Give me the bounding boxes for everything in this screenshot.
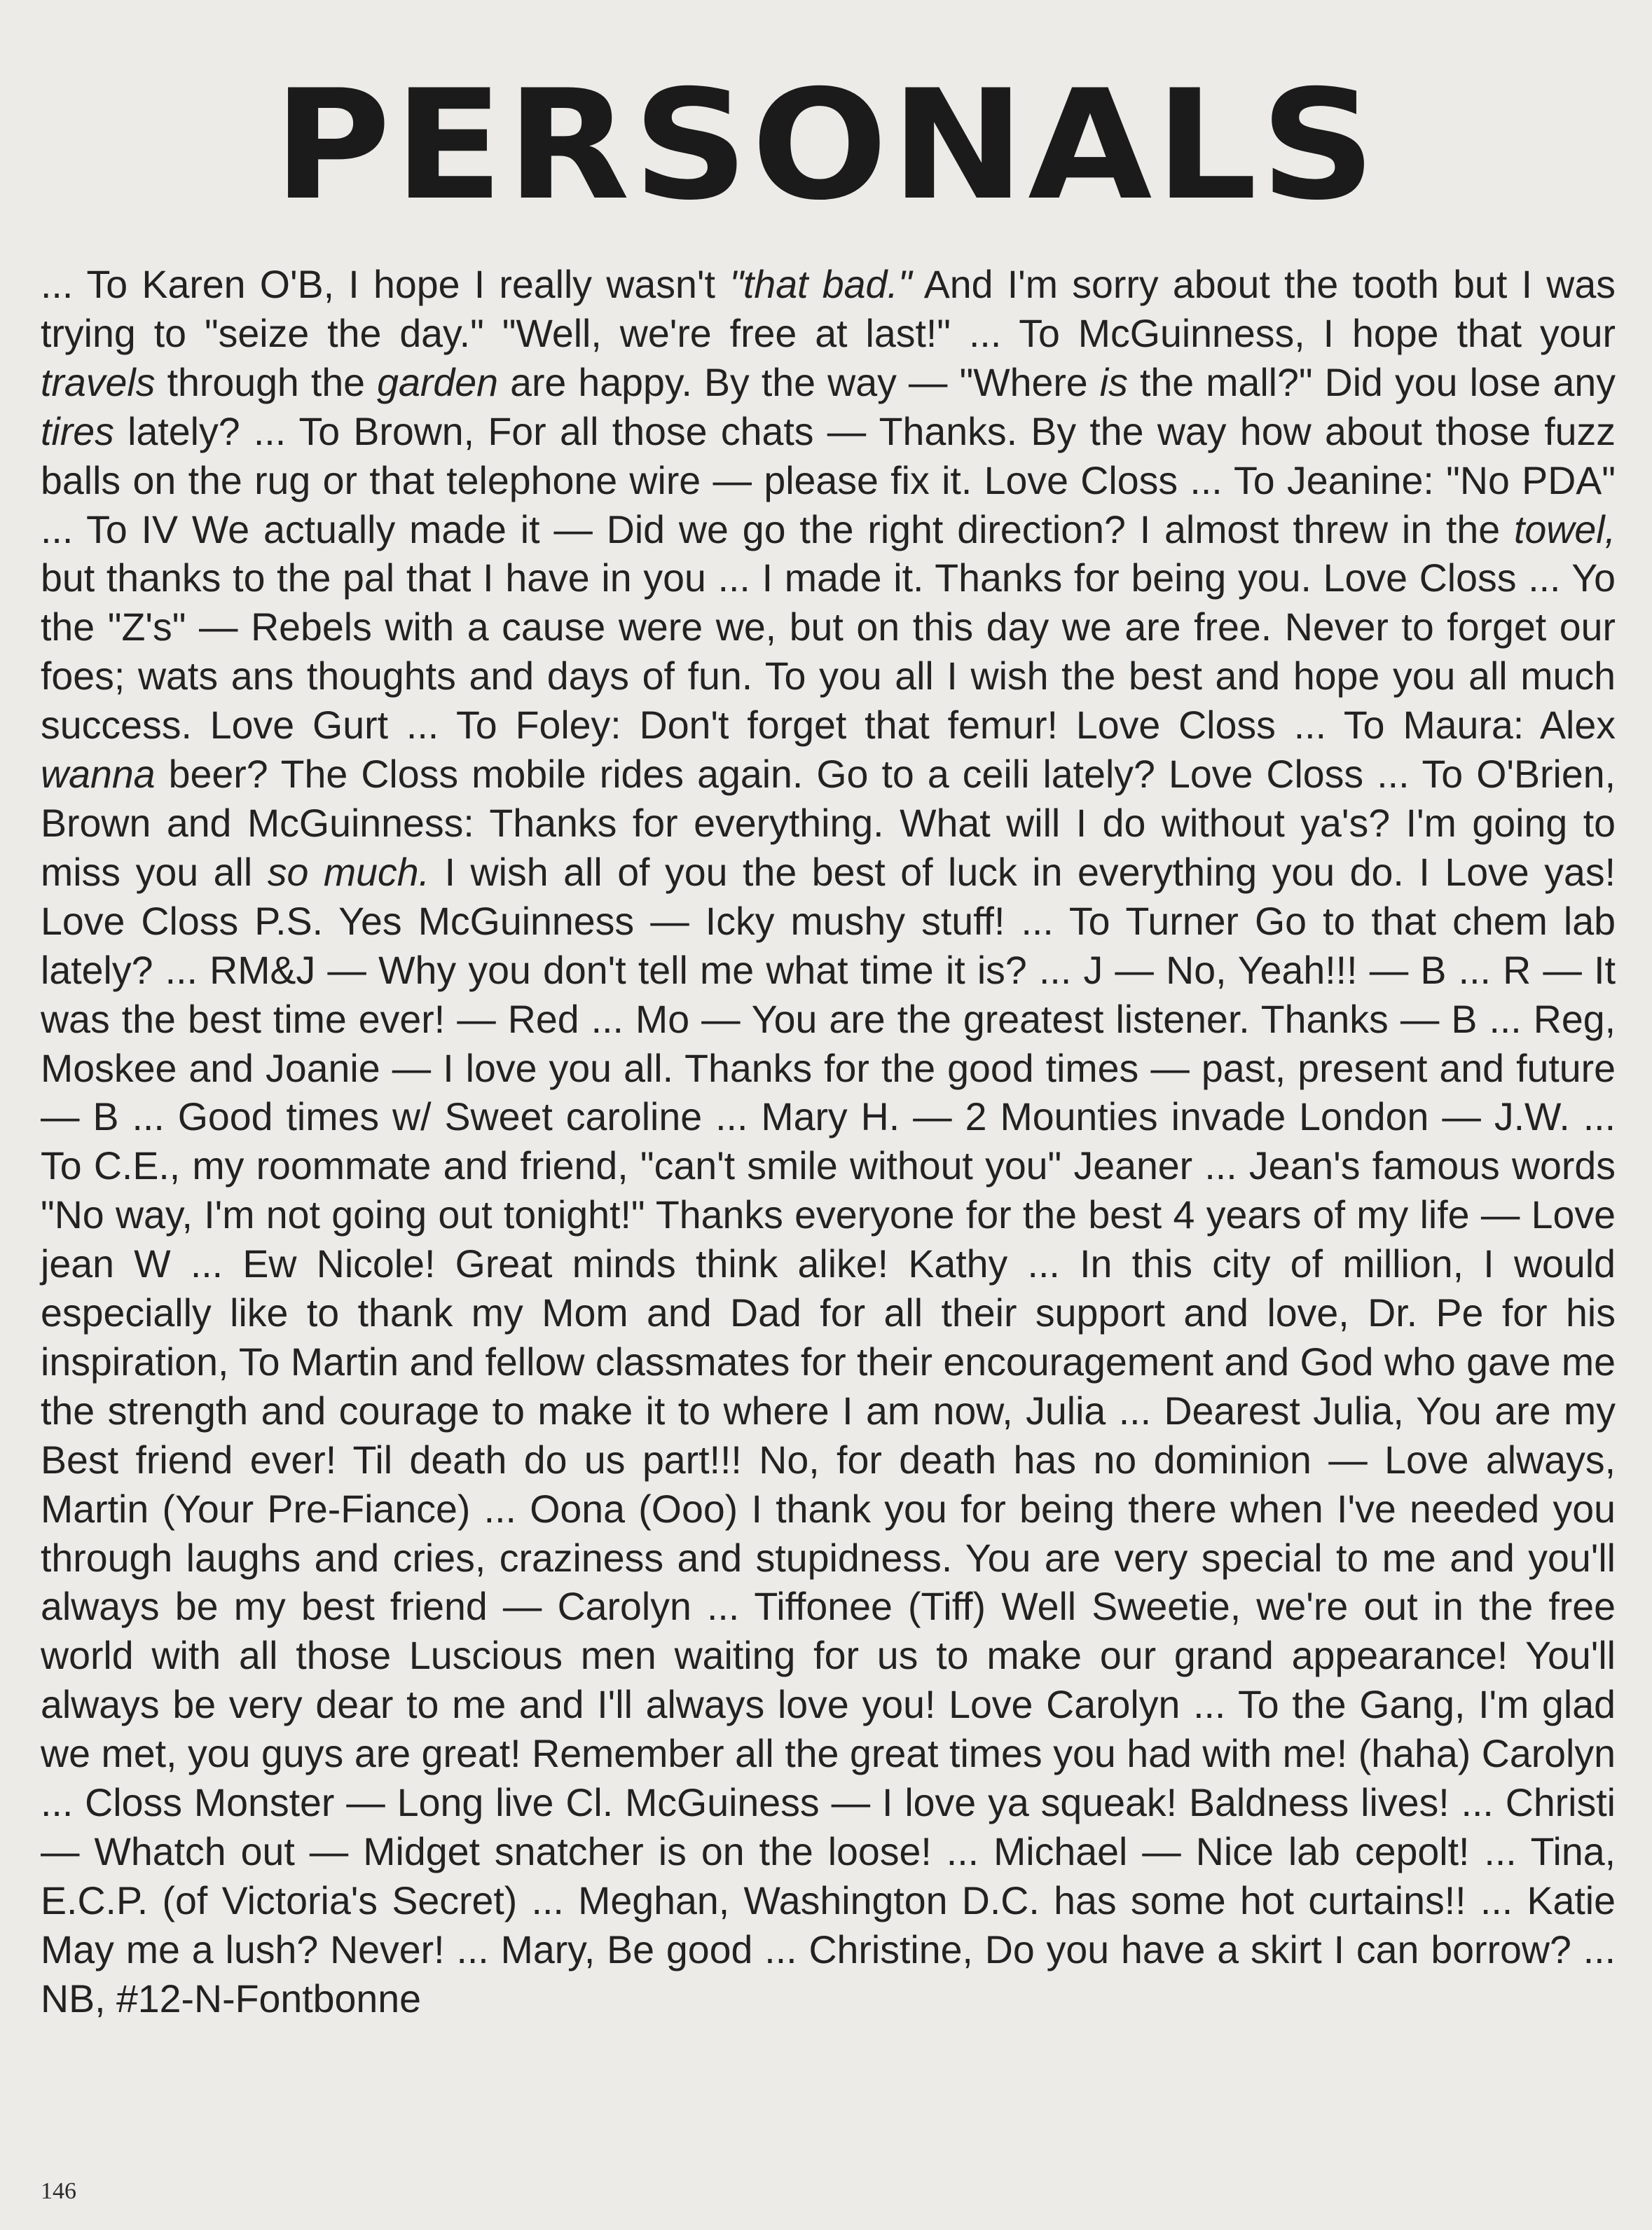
italic-text-run: travels xyxy=(41,360,156,404)
text-run: lately? ... To Brown, For all those chats — Thanks. By the way how about those fuzz balls on the rug or that telephone wire — please fix it. Love Closs ... To Jeanine: "No PDA" ... To IV We actually made it — Did we go the right direction? I almost threw in the xyxy=(41,409,1616,551)
text-run: the mall?" Did you lose any xyxy=(1127,360,1616,404)
italic-text-run: is xyxy=(1099,360,1128,404)
page-number: 146 xyxy=(41,2178,76,2204)
text-run: through the xyxy=(155,360,378,404)
italic-text-run: wanna xyxy=(41,752,156,797)
text-run: And I'm sorry about the tooth but I was trying to "seize the day." "Well, we're free at last!" ... To McGuinness, I hope that your xyxy=(41,263,1616,355)
italic-text-run: garden xyxy=(377,360,498,404)
text-run: ... To Karen O'B, I hope I really wasn't xyxy=(41,263,730,306)
italic-text-run: towel, xyxy=(1514,507,1616,551)
text-run: I wish all of you the best of luck in everything you do. I Love yas! Love Closs P.S. Yes McGuinness — Icky mushy stuff! ... To Turner Go to that chem lab lately? ... RM&J — Why you don't tell me what time it is? ... J — No, Yeah!!! — B ... R — It was the best time ever! — Red ... Mo — You are the greatest listener. Thanks — B ... Reg, Moskee and Joanie — I love you all. Thanks for the good times — past, present and future — B ... Good times w/ Sweet caroline ... Mary H. — 2 Mounties invade London — J.W. ... To C.E., my roommate and friend, "can't smile without you" Jeaner ... Jean's famous words "No way, I'm not going out tonight!" Thanks everyone for the best 4 years of my life — Love jean W ... Ew Nicole! Great minds think alike! Kathy ... In this city of million, I would especially like to thank my Mom and Dad for all their support and love, Dr. Pe for his inspiration, To Martin and fellow classmates for their encouragement and God who gave me the strength and courage to make it to where I am now, Julia ... Dearest Julia, You are my Best friend ever! Til death do us part!!! No, for death has no dominion — Love always, Martin (Your Pre-Fiance) ... Oona (Ooo) I thank you for being there when I've needed you through laughs and cries, craziness and stupidness. You are very special to me and you'll always be my best friend — Carolyn ... Tiffonee (Tiff) Well Sweetie, we're out in the free world with all those Luscious men waiting for us to make our grand appearance! You'll always be very dear to me and I'll always love you! Love Carolyn ... To the Gang, I'm glad we met, you guys are great! Remember all the great times you had with me! (haha) Carolyn ... Closs Monster — Long live Cl. McGuiness — I love ya squeak! Baldness lives! ... Christi — Whatch out — Midget snatcher is on the loose! ... Michael — Nice lab cepolt! ... Tina, E.C.P. (of Victoria's Secret) ... Meghan, Washington D.C. has some hot curtains!! ... Katie May me a lush? Never! ... Mary, Be good ... Christine, Do you have a skirt I can borrow? ... NB, #12-N-Fontbonne xyxy=(41,850,1616,2021)
page-title: PERSONALS xyxy=(273,57,1379,233)
italic-text-run: tires xyxy=(41,409,114,453)
italic-text-run: "that bad." xyxy=(729,263,912,306)
text-run: but thanks to the pal that I have in you ... I made it. Thanks for being you. Love Closs ... Yo the "Z's" — Rebels with a cause were we, but on this day we are free. Never to forget our foes; wats ans thoughts and days of fun. To you all I wish the best and hope you all much success. Love Gurt ... To Foley: Don't forget that femur! Love Closs ... To Maura: Alex xyxy=(41,556,1616,748)
italic-text-run: so much. xyxy=(267,850,430,894)
text-run: are happy. By the way — "Where xyxy=(497,360,1100,404)
text-run: beer? The Closs mobile rides again. Go to a ceili lately? Love Closs ... To O'Brien, Brown and McGuinness: Thanks for everything. What will I do without ya's? I'm going to miss you all xyxy=(41,752,1616,894)
personals-body-text xyxy=(41,261,1616,2024)
